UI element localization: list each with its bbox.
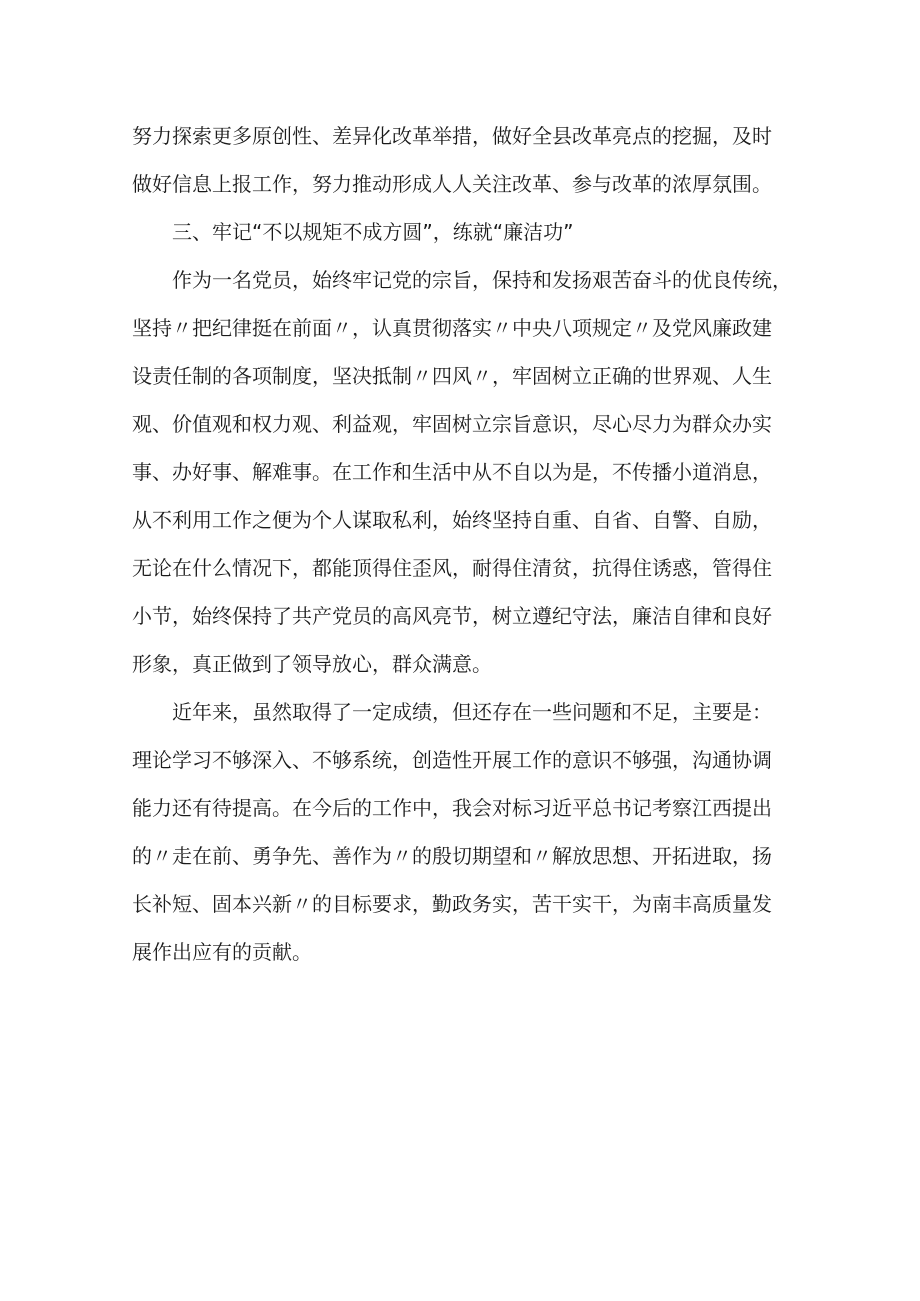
document-body (132, 112, 792, 976)
text-line: 努力探索更多原创性、差异化改革举措，做好全县改革亮点的挖掘，及时 (132, 124, 772, 148)
paragraph-reform-continuation (132, 112, 792, 208)
text-line: 无论在什么情况下，都能顶得住歪风，耐得住清贫，抗得住诱惑，管得住 (132, 556, 772, 580)
text-line: 的〃走在前、勇争先、善作为〃的殷切期望和〃解放思想、开拓进取，扬 (132, 844, 772, 868)
section-heading: 三、牢记“不以规矩不成方圆”，练就“廉洁功” (172, 220, 574, 244)
text-line: 设责任制的各项制度，坚决抵制〃四风〃，牢固树立正确的世界观、人生 (132, 364, 772, 388)
text-line: 做好信息上报工作，努力推动形成人人关注改革、参与改革的浓厚氛围。 (132, 172, 772, 196)
text-line: 小节，始终保持了共产党员的高风亮节，树立遵纪守法，廉洁自律和良好 (132, 604, 772, 628)
text-line: 观、价值观和权力观、利益观，牢固树立宗旨意识，尽心尽力为群众办实 (132, 412, 772, 436)
text-line: 展作出应有的贡献。 (132, 940, 312, 964)
text-line: 作为一名党员，始终牢记党的宗旨，保持和发扬艰苦奋斗的优良传统， (172, 268, 792, 292)
text-line: 事、办好事、解难事。在工作和生活中从不自以为是，不传播小道消息， (132, 460, 772, 484)
text-line: 近年来，虽然取得了一定成绩，但还存在一些问题和不足，主要是： (172, 700, 772, 724)
text-line: 长补短、固本兴新〃的目标要求，勤政务实，苦干实干，为南丰高质量发 (132, 892, 772, 916)
text-line: 理论学习不够深入、不够系统，创造性开展工作的意识不够强，沟通协调 (132, 748, 772, 772)
paragraph-integrity (132, 256, 792, 688)
text-line: 坚持〃把纪律挺在前面〃，认真贯彻落实〃中央八项规定〃及党风廉政建 (132, 316, 772, 340)
paragraph-shortcomings (132, 688, 792, 976)
text-line: 从不利用工作之便为个人谋取私利，始终坚持自重、自省、自警、自励， (132, 508, 772, 532)
text-line: 形象，真正做到了领导放心，群众满意。 (132, 652, 492, 676)
text-line: 能力还有待提高。在今后的工作中，我会对标习近平总书记考察江西提出 (132, 796, 772, 820)
